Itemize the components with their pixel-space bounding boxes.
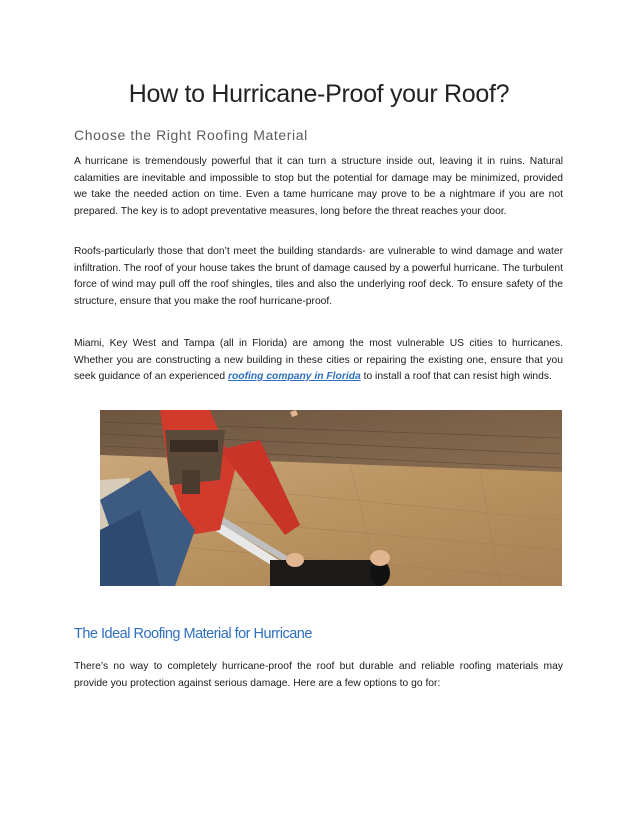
- paragraph-florida-text-before: Miami, Key West and Tampa (all in Florida) are among the most vulnerable US cities to hurricanes. Whether you are constructing a new building in these cities or repairing the existing one, ensure that you seek guidance of an experienced: [74, 338, 563, 382]
- paragraph-intro: A hurricane is tremendously powerful that it can turn a structure inside out, leaving it in ruins. Natural calamities are inevitable and impossible to stop but the potential for damage may be minimized, provided we take the needed action on time. Even a tame hurricane may prove to be a nightmare if you are not prepared. The key is to adopt preventative measures, long before the threat reaches your door.: [74, 156, 563, 217]
- section-subtitle: Choose the Right Roofing Material: [74, 127, 308, 143]
- paragraph-roofing-options: There’s no way to completely hurricane-proof the roof but durable and reliable roofing materials may provide you protection against serious damage. Here are a few options to go for:: [74, 661, 563, 689]
- paragraph-roof-vulnerability: Roofs-particularly those that don’t meet the building standards- are vulnerable to wind damage and water infiltration. The roof of your house takes the brunt of damage caused by a powerful hurricane. The turbulent force of wind may pull off the roof shingles, tiles and also the underlying roof deck. To ensure safety of the structure, ensure that you make the roof hurricane-proof.: [74, 246, 563, 307]
- paragraph-florida-text-after: to install a roof that can resist high winds.: [360, 371, 552, 382]
- roofing-company-link[interactable]: roofing company in Florida: [228, 371, 361, 382]
- roofer-photo: [100, 410, 562, 586]
- section-heading: The Ideal Roofing Material for Hurricane: [74, 626, 312, 642]
- page-title: How to Hurricane-Proof your Roof?: [128, 80, 510, 108]
- paragraph-florida-cities: [74, 336, 563, 386]
